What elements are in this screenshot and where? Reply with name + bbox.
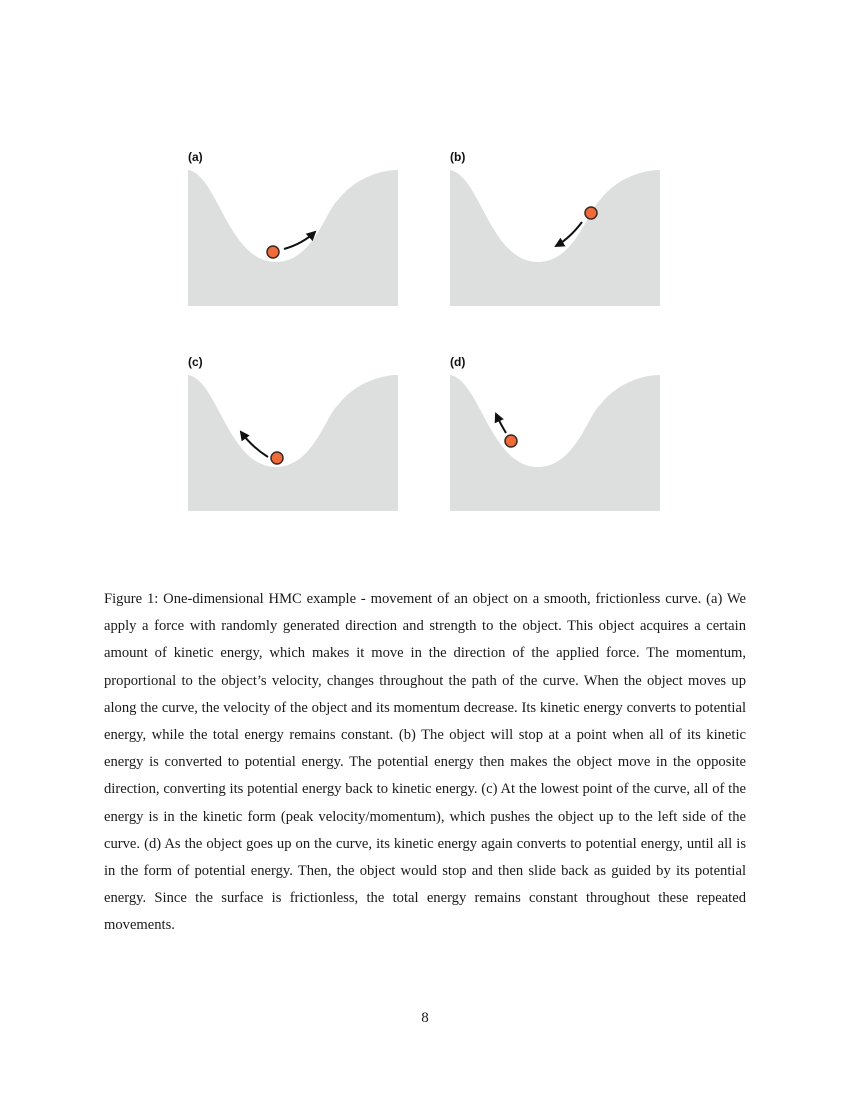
- figure-caption: Figure 1: One-dimensional HMC example - movement of an object on a smooth, frictionless curve. (a) We apply a force with randomly generated direction and strength to the object. This object acquires a certain amount of kinetic energy, which makes it move in the direction of the applied force. The momentum, proportional to the object’s velocity, changes throughout the path of the curve. When the object moves up along the curve, the velocity of the object and its momentum decrease. Its kinetic energy converts to potential energy, while the total energy remains constant. (b) The object will stop at a point when all of its kinetic energy is converted to potential energy. The potential energy then makes the object move in the opposite direction, converting its potential energy back to kinetic energy. (c) At the lowest point of the curve, all of the energy is in the kinetic form (peak velocity/momentum), which pushes the object up to the left side of the curve. (d) As the object goes up on the curve, its kinetic energy again converts to potential energy, until all is in the form of potential energy. Then, the object would stop and then slide back as guided by its potential energy. Since the surface is frictionless, the total energy remains constant throughout these repeated movements.: [104, 591, 746, 934]
- ball-icon: [267, 246, 279, 258]
- panel-label-b: (b): [450, 150, 466, 164]
- ball-icon: [585, 207, 597, 219]
- curve-plot-d: [450, 375, 660, 511]
- arrow-up-left-icon: [496, 414, 506, 433]
- curve-plot-c: [188, 375, 398, 511]
- curve-plot-a: [188, 170, 398, 306]
- curve-plot-b: [450, 170, 660, 306]
- panel-label-a: (a): [188, 150, 203, 164]
- curve-surface: [188, 170, 398, 306]
- curve-surface: [450, 170, 660, 306]
- panel-label-d: (d): [450, 355, 466, 369]
- ball-icon: [271, 452, 283, 464]
- panel-label-c: (c): [188, 355, 203, 369]
- page-number: 8: [421, 1010, 429, 1026]
- curve-surface: [450, 375, 660, 511]
- curve-surface: [188, 375, 398, 511]
- ball-icon: [505, 435, 517, 447]
